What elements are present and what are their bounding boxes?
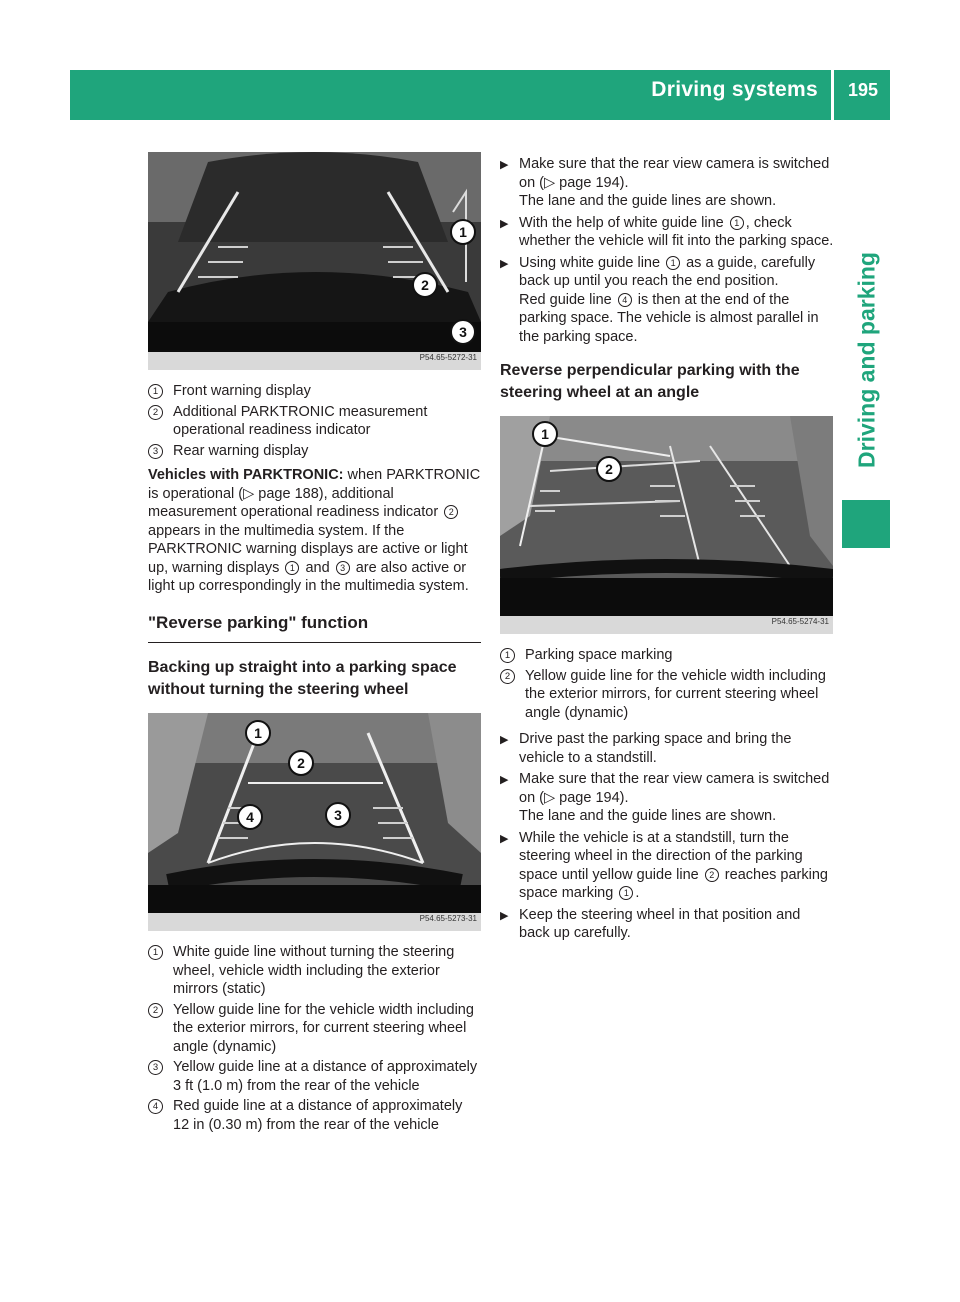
legend-item: 3 Rear warning display [148,442,481,461]
instruction-step: ▶ Drive past the parking space and bring the vehicle to a standstill. [500,731,792,766]
marker-3: 3 [459,324,467,340]
parktronic-paragraph: Vehicles with PARKTRONIC: when PARKTRONIC is operational (▷ page 188), additional measurement operational readiness indicator 2 appears in the multimedia system. If the PARKTRONIC warning displays are active or light up, warning displays 1 and 3 are also active or light up correspondingly in the multimedia system. [148,467,481,594]
figure-camera-view-1 [148,152,481,370]
instruction-step: ▶ Using white guide line 1 as a guide, carefully back up until you reach the end position. Red guide line 4 is then at the end of the parking space. The vehicle is almost parallel in the parking space. [500,254,819,345]
left-column [148,152,481,1136]
figure-code: P54.65-5274-31 [771,616,829,626]
step-arrow-icon: ▶ [500,217,509,230]
side-tab-marker [842,500,890,548]
legend-item: 2 Additional PARKTRONIC measurement operational readiness indicator [148,403,481,440]
instruction-step: ▶ Make sure that the rear view camera is switched on (▷ page 194). The lane and the guide lines are shown. [500,156,830,209]
step-arrow-icon: ▶ [500,734,509,746]
figure-camera-view-2 [148,713,481,931]
instruction-step: ▶ While the vehicle is at a standstill, turn the steering wheel in the direction of the parking space until yellow guide line 2 reaches parking space marking 1 . [500,829,828,901]
header-bar [70,70,890,120]
instruction-step: ▶ With the help of white guide line 1 , check whether the vehicle will fit into the parking space. [500,214,834,249]
header-divider [831,70,834,120]
legend-item: 1 White guide line without turning the steering wheel, vehicle width including the exterior mirrors (static) [148,943,481,999]
legend-item: 1 Parking space marking [500,646,834,665]
step-arrow-icon: ▶ [500,909,509,922]
marker-1: 1 [541,426,549,442]
instruction-step: ▶ Make sure that the rear view camera is switched on (▷ page 194). The lane and the guide lines are shown. [500,771,830,824]
subsection-heading: Reverse perpendicular parking with the steering wheel at an angle [500,362,800,401]
camera-image-1 [148,152,481,370]
marker-2: 2 [605,461,613,477]
marker-2: 2 [421,277,429,293]
figure-code: P54.65-5272-31 [419,352,477,362]
figure-code: P54.65-5273-31 [419,913,477,923]
step-arrow-icon: ▶ [500,832,509,845]
camera-image-3 [500,416,833,634]
page-title: Driving systems [651,78,818,101]
subsection-heading: Backing up straight into a parking space without turning the steering wheel [148,659,457,698]
marker-1: 1 [254,725,262,741]
section-heading: "Reverse parking" function [148,614,481,644]
legend-item: 1 Front warning display [148,382,481,401]
step-arrow-icon: ▶ [500,159,509,171]
page-number: 195 [847,80,878,100]
marker-3: 3 [334,807,342,823]
legend-item: 2 Yellow guide line for the vehicle width including the exterior mirrors, for current steering wheel angle (dynamic) [500,667,834,723]
figure-camera-view-3 [500,416,833,634]
side-tab-label: Driving and parking [853,252,880,468]
marker-4: 4 [246,809,254,825]
step-arrow-icon: ▶ [500,257,509,270]
right-column [500,152,834,946]
marker-1: 1 [459,224,467,240]
instruction-step: ▶ Keep the steering wheel in that position and back up carefully. [500,906,801,941]
marker-2: 2 [297,755,305,771]
legend-item: 3 Yellow guide line at a distance of approximately 3 ft (1.0 m) from the rear of the vehicle [148,1058,481,1095]
legend-item: 4 Red guide line at a distance of approximately 12 in (0.30 m) from the rear of the vehicle [148,1097,481,1134]
legend-item: 2 Yellow guide line for the vehicle width including the exterior mirrors, for current steering wheel angle (dynamic) [148,1001,481,1057]
camera-image-2 [148,713,481,931]
step-arrow-icon: ▶ [500,774,509,786]
